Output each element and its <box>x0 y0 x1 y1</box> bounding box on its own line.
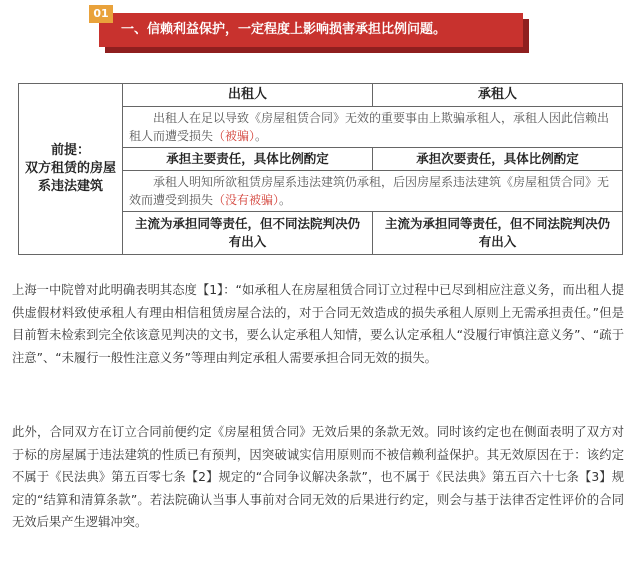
row1-end: 。 <box>255 129 268 143</box>
row1-mark: （被骗） <box>213 129 256 143</box>
responsibility-table <box>18 83 623 255</box>
row1-description-cell <box>123 107 623 148</box>
row1-description: 出租人在足以导致《房屋租赁合同》无效的重要事由上欺骗承租人，承租人因此信赖出租人而遭受损失 <box>129 111 610 143</box>
section-banner <box>93 7 529 53</box>
row3-description: 承租人明知所欲租赁房屋系违法建筑仍承租，后因房屋系违法建筑《房屋租赁合同》无效而遭受到损失 <box>129 175 610 207</box>
row3-end: 。 <box>279 193 292 207</box>
banner-number-badge: 01 <box>89 5 113 23</box>
row4-lessor: 主流为承担同等责任，但不同法院判决仍有出入 <box>123 212 373 255</box>
row3-description-cell <box>123 171 623 212</box>
row3-mark: （没有被骗） <box>213 193 280 207</box>
banner-title: 一、信赖利益保护，一定程度上影响损害承担比例问题。 <box>99 13 523 47</box>
paragraph-clause-invalid: 此外，合同双方在订立合同前便约定《房屋租赁合同》无效后果的条款无效。同时该约定也在侧面表明了双方对于标的房屋属于违法建筑的性质已有预判，因突破诚实信用原则而不被信赖利益保护。其无效原因在于：该约定不属于《民法典》第五百零七条【2】规定的“合同争议解决条款”，也不属于《民法典》第五百六十七条【3】规定的“结算和清算条款”。若法院确认当事人事前对合同无效的后果进行约定，则会与基于法律否定性评价的合同无效后果产生逻辑冲突。 <box>12 425 624 529</box>
row2-lessor: 承担主要责任，具体比例酌定 <box>123 148 373 171</box>
table-header-row <box>19 84 623 107</box>
premise-cell <box>19 84 123 255</box>
header-lessee: 承租人 <box>373 84 623 107</box>
header-lessor: 出租人 <box>123 84 373 107</box>
paragraph-court-opinion: 上海一中院曾对此明确表明其态度【1】：“如承租人在房屋租赁合同订立过程中已尽到相应注意义务，而出租人提供虚假材料致使承租人有理由相信租赁房屋合法的，对于合同无效造成的损失承租人原则上无需承担责任。”但是目前暂未检索到完全依该意见判决的文书，要么认定承租人知情，要么认定承租人“没履行审慎注意义务”、“疏于注意”、“未履行一般性注意义务”等理由判定承租人需要承担合同无效的损失。 <box>12 283 624 365</box>
row2-lessee: 承担次要责任，具体比例酌定 <box>373 148 623 171</box>
premise-text: 前提： 双方租赁的房屋系违法建筑 <box>25 143 117 194</box>
row4-lessee: 主流为承担同等责任，但不同法院判决仍有出入 <box>373 212 623 255</box>
